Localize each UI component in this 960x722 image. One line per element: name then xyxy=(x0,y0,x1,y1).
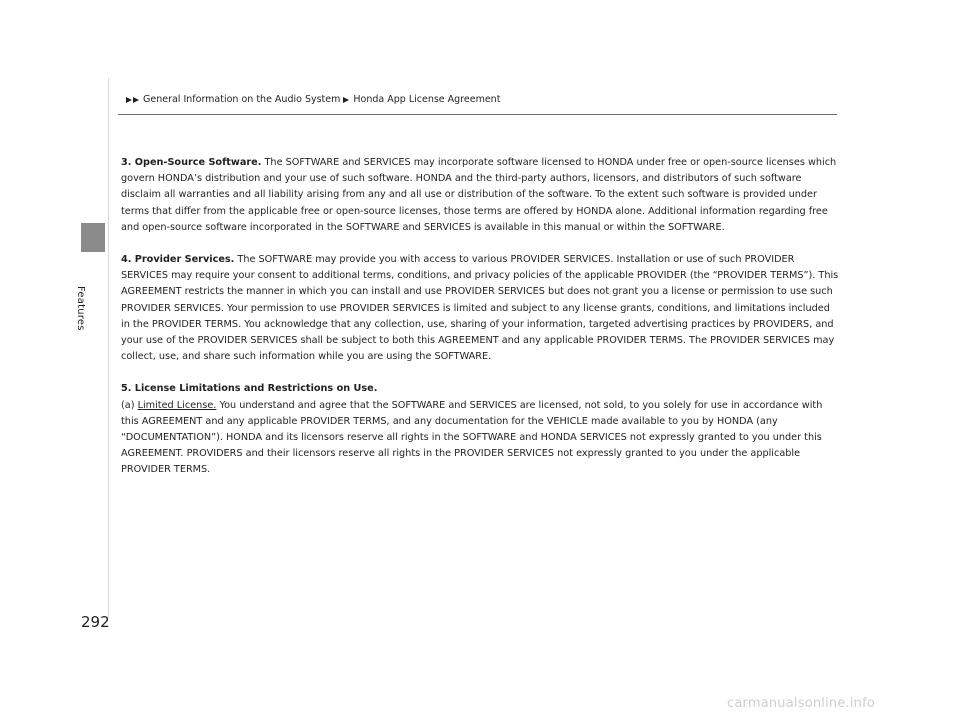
section-text: The SOFTWARE and SERVICES may incorporate software licensed to HONDA under free or open-source licenses which govern HONDA’s distribution and your use of such software. HONDA and the third-party authors, licensors, and distributors of such software disclaim all warranties and all liability arising from any and all use or distribution of the software. To the extent such software is provided under terms that differ from the applicable free or open-source licenses, those terms are offered by HONDA alone. Additional information regarding free and open-source software incorporated in the SOFTWARE and SERVICES is available in this manual or within the SOFTWARE. xyxy=(121,157,837,233)
section-text: You understand and agree that the SOFTWARE and SERVICES are licensed, not sold, to you solely for use in accordance with this AGREEMENT and any applicable PROVIDER TERMS, and any documentation for the VEHICLE made available to you by HONDA (any “DOCUMENTATION”). HONDA and its licensors reserve all rights in the SOFTWARE and HONDA SERVICES not expressly granted to you under this AGREEMENT. PROVIDERS and their licensors reserve all rights in the PROVIDER SERVICES not expressly granted to you under the applicable PROVIDER TERMS. xyxy=(121,399,823,476)
section-label: Features xyxy=(75,286,86,331)
item-prefix: (a) xyxy=(121,399,138,411)
section-limited-license xyxy=(121,398,839,479)
section-title: 4. Provider Services. xyxy=(121,254,235,266)
page-number: 292 xyxy=(81,613,110,631)
section-provider-services xyxy=(121,252,839,365)
header-rule xyxy=(118,114,837,115)
section-title: 3. Open-Source Software. xyxy=(121,157,262,168)
section-tab-marker xyxy=(81,223,105,252)
breadcrumb-arrow-icon xyxy=(126,97,132,103)
breadcrumb xyxy=(126,94,500,105)
section-text: The SOFTWARE may provide you with access to various PROVIDER SERVICES. Installation or use of such PROVIDER SERVICES may require your consent to additional terms, conditions, and privacy policies of the applicable PROVIDER (the “PROVIDER TERMS”). This AGREEMENT restricts the manner in which you can install and use PROVIDER SERVICES but does not grant you a license or permission to use such PROVIDER SERVICES. Your permission to use PROVIDER SERVICES is limited and subject to any license grants, conditions, and limitations included in the PROVIDER TERMS. You acknowledge that any collection, use, sharing of your information, targeted advertising practices by PROVIDERS, and your use of the PROVIDER SERVICES shall be subject to both this AGREEMENT and any applicable PROVIDER TERMS. The PROVIDER SERVICES may collect, use, and share such information while you are using the SOFTWARE. xyxy=(121,254,839,363)
sidebar-divider xyxy=(108,78,109,618)
watermark: carmanualsonline.info xyxy=(727,696,876,711)
section-license-limitations-title xyxy=(121,381,839,397)
limited-license-link[interactable]: Limited License. xyxy=(137,399,217,411)
page-content xyxy=(121,155,839,495)
breadcrumb-arrow-icon xyxy=(133,97,139,103)
breadcrumb-item-audio-system[interactable]: General Information on the Audio System xyxy=(143,94,341,105)
section-title: 5. License Limitations and Restrictions on Use. xyxy=(121,383,378,395)
section-open-source xyxy=(121,155,839,236)
breadcrumb-item-license-agreement[interactable]: Honda App License Agreement xyxy=(353,94,501,105)
breadcrumb-arrow-icon xyxy=(343,97,349,103)
